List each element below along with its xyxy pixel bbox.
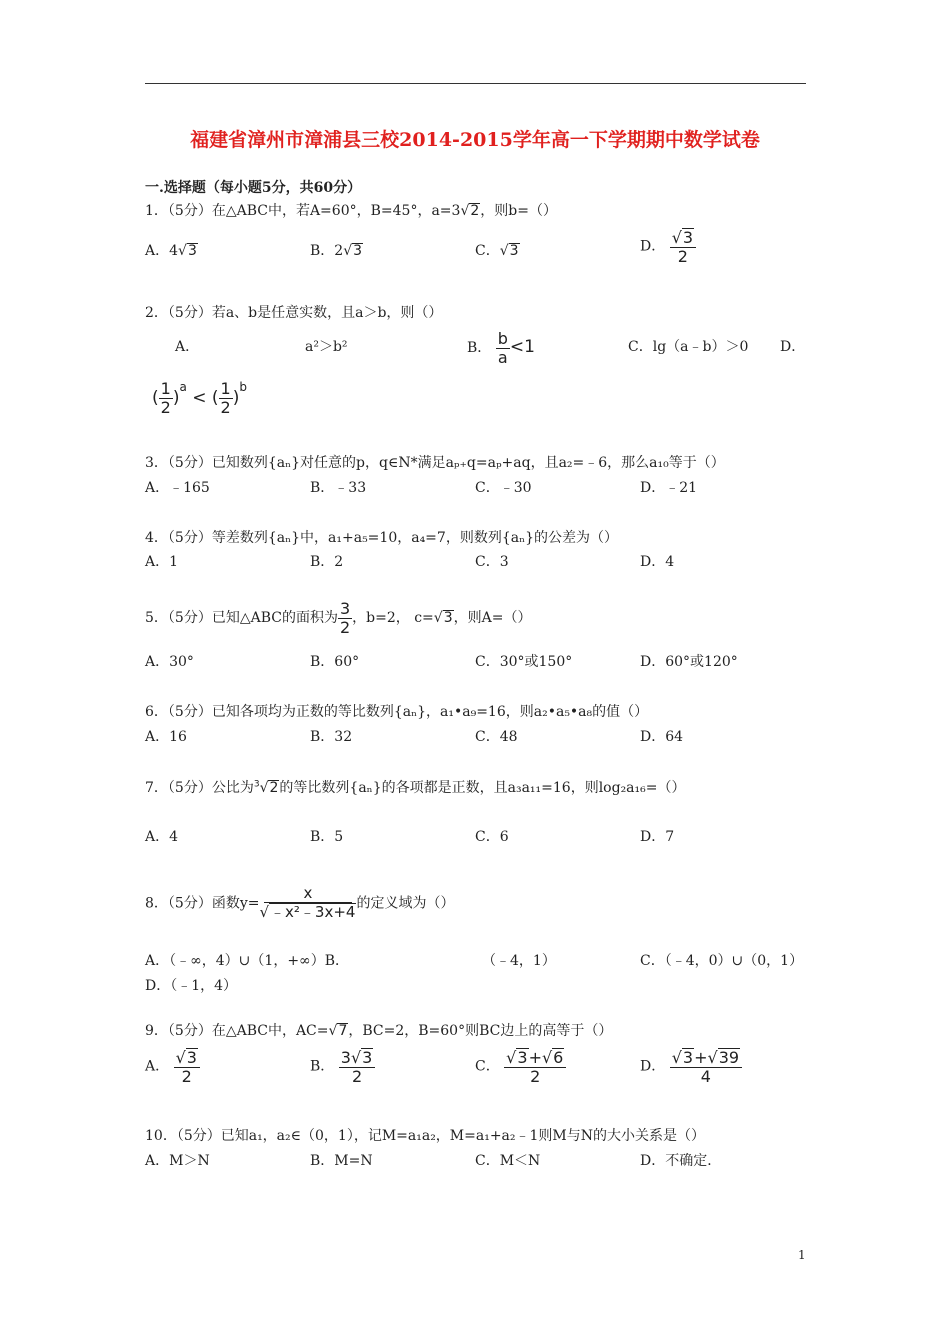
q6-option-d: D．64 (640, 729, 684, 745)
q7-option-d: D．7 (640, 829, 675, 845)
q6-option-a: A．16 (145, 729, 187, 745)
q3-option-a: A．﹣165 (145, 480, 210, 496)
q9-option-d: D． $\frac{√3+√39}{4}$ (640, 1048, 742, 1085)
q10-option-c: C．M＜N (475, 1153, 541, 1169)
question-6: 6．（5分）已知各项均为正数的等比数列{aₙ}，a₁•a₉=16，则a₂•a₅•a₈的值（） (145, 704, 649, 720)
question-3: 3．（5分）已知数列{aₙ}对任意的p，q∈N*满足aₚ₊q=aₚ+aq，且a₂=﹣6，那么a₁₀等于（） (145, 455, 725, 471)
q7-option-b: B．5 (310, 829, 344, 845)
q1-option-a: A．4√3 (145, 243, 197, 259)
q8-option-a: A．（﹣∞，4）∪（1，+∞）B． (145, 953, 349, 969)
question-1: 1．（5分）在△ABC中，若A=60°，B=45°，a=3√2，则b=（） (145, 203, 557, 219)
question-9: 9．（5分）在△ABC中，AC=√7，BC=2，B=60°则BC边上的高等于（） (145, 1023, 613, 1039)
question-10: 10．（5分）已知a₁，a₂∈（0，1），记M=a₁a₂，M=a₁+a₂﹣1则M与N的大小关系是（） (145, 1128, 706, 1144)
q3-option-b: B．﹣33 (310, 480, 367, 496)
q9-option-b: B． $\frac{3√3}{2}$ (310, 1048, 375, 1085)
q10-option-b: B．M=N (310, 1153, 373, 1169)
document-title: 福建省漳州市漳浦县三校2014-2015学年高一下学期期中数学试卷 (190, 129, 760, 151)
q4-option-d: D．4 (640, 554, 675, 570)
question-5: 5．（5分）已知△ABC的面积为 $\frac{3}{2}$ ，b=2， c=√3，则A=（） (145, 599, 532, 637)
q4-option-a: A．1 (145, 554, 179, 570)
q4-option-b: B．2 (310, 554, 344, 570)
q8-option-d: D．（﹣1，4） (145, 978, 238, 994)
question-4: 4．（5分）等差数列{aₙ}中，a₁+a₅=10，a₄=7，则数列{aₙ}的公差为（） (145, 530, 619, 546)
question-2: 2．（5分）若a、b是任意实数，且a＞b，则（） (145, 305, 443, 321)
question-8: 8．（5分）函数y= $\frac{x}{\text{√﹣x²﹣3x+4}}$ 的定义域为（） (145, 884, 455, 921)
q2-option-a: a²＞b² (305, 339, 348, 355)
q2-option-d-label: D． (780, 339, 806, 355)
q9-option-c: C． $\frac{√3+√6}{2}$ (475, 1048, 566, 1085)
q2-option-c: C．lg（a﹣b）＞0 (628, 339, 749, 355)
question-7: 7．（5分）公比为$^3$√2的等比数列{aₙ}的各项都是正数，且a₃a₁₁=16，则log₂a₁₆=（） (145, 779, 686, 796)
q5-option-a: A．30° (145, 654, 194, 670)
q9-option-a: A． $\frac{√3}{2}$ (145, 1048, 200, 1085)
q2-option-d: ( $\frac{1}{2}$ )$^a$ < ( $\frac{1}{2}$ )$^b$ (152, 379, 247, 417)
q1-option-d: D． $\frac{√3}{2}$ (640, 228, 696, 265)
q8-option-c: C．（﹣4，0）∪（0，1） (640, 953, 804, 969)
q1-option-b: B．2√3 (310, 243, 363, 259)
q2-option-b: B． $\frac{b}{a}$ <1 (467, 329, 535, 367)
q10-option-d: D．不确定． (640, 1153, 722, 1169)
q5-option-c: C．30°或150° (475, 654, 573, 670)
q4-option-c: C．3 (475, 554, 509, 570)
q8-option-b: （﹣4，1） (482, 953, 556, 969)
page-number: 1 (798, 1248, 806, 1262)
q7-option-c: C．6 (475, 829, 509, 845)
q5-option-b: B．60° (310, 654, 360, 670)
q6-option-b: B．32 (310, 729, 353, 745)
q1-option-c: C．√3 (475, 243, 519, 259)
q3-option-c: C．﹣30 (475, 480, 532, 496)
q7-option-a: A．4 (145, 829, 179, 845)
section-heading: 一.选择题（每小题5分，共60分） (145, 180, 362, 196)
header-rule (145, 83, 806, 84)
q3-option-d: D．﹣21 (640, 480, 698, 496)
q5-option-d: D．60°或120° (640, 654, 738, 670)
q2-option-a-label: A． (175, 339, 200, 355)
q10-option-a: A．M＞N (145, 1153, 210, 1169)
q6-option-c: C．48 (475, 729, 518, 745)
